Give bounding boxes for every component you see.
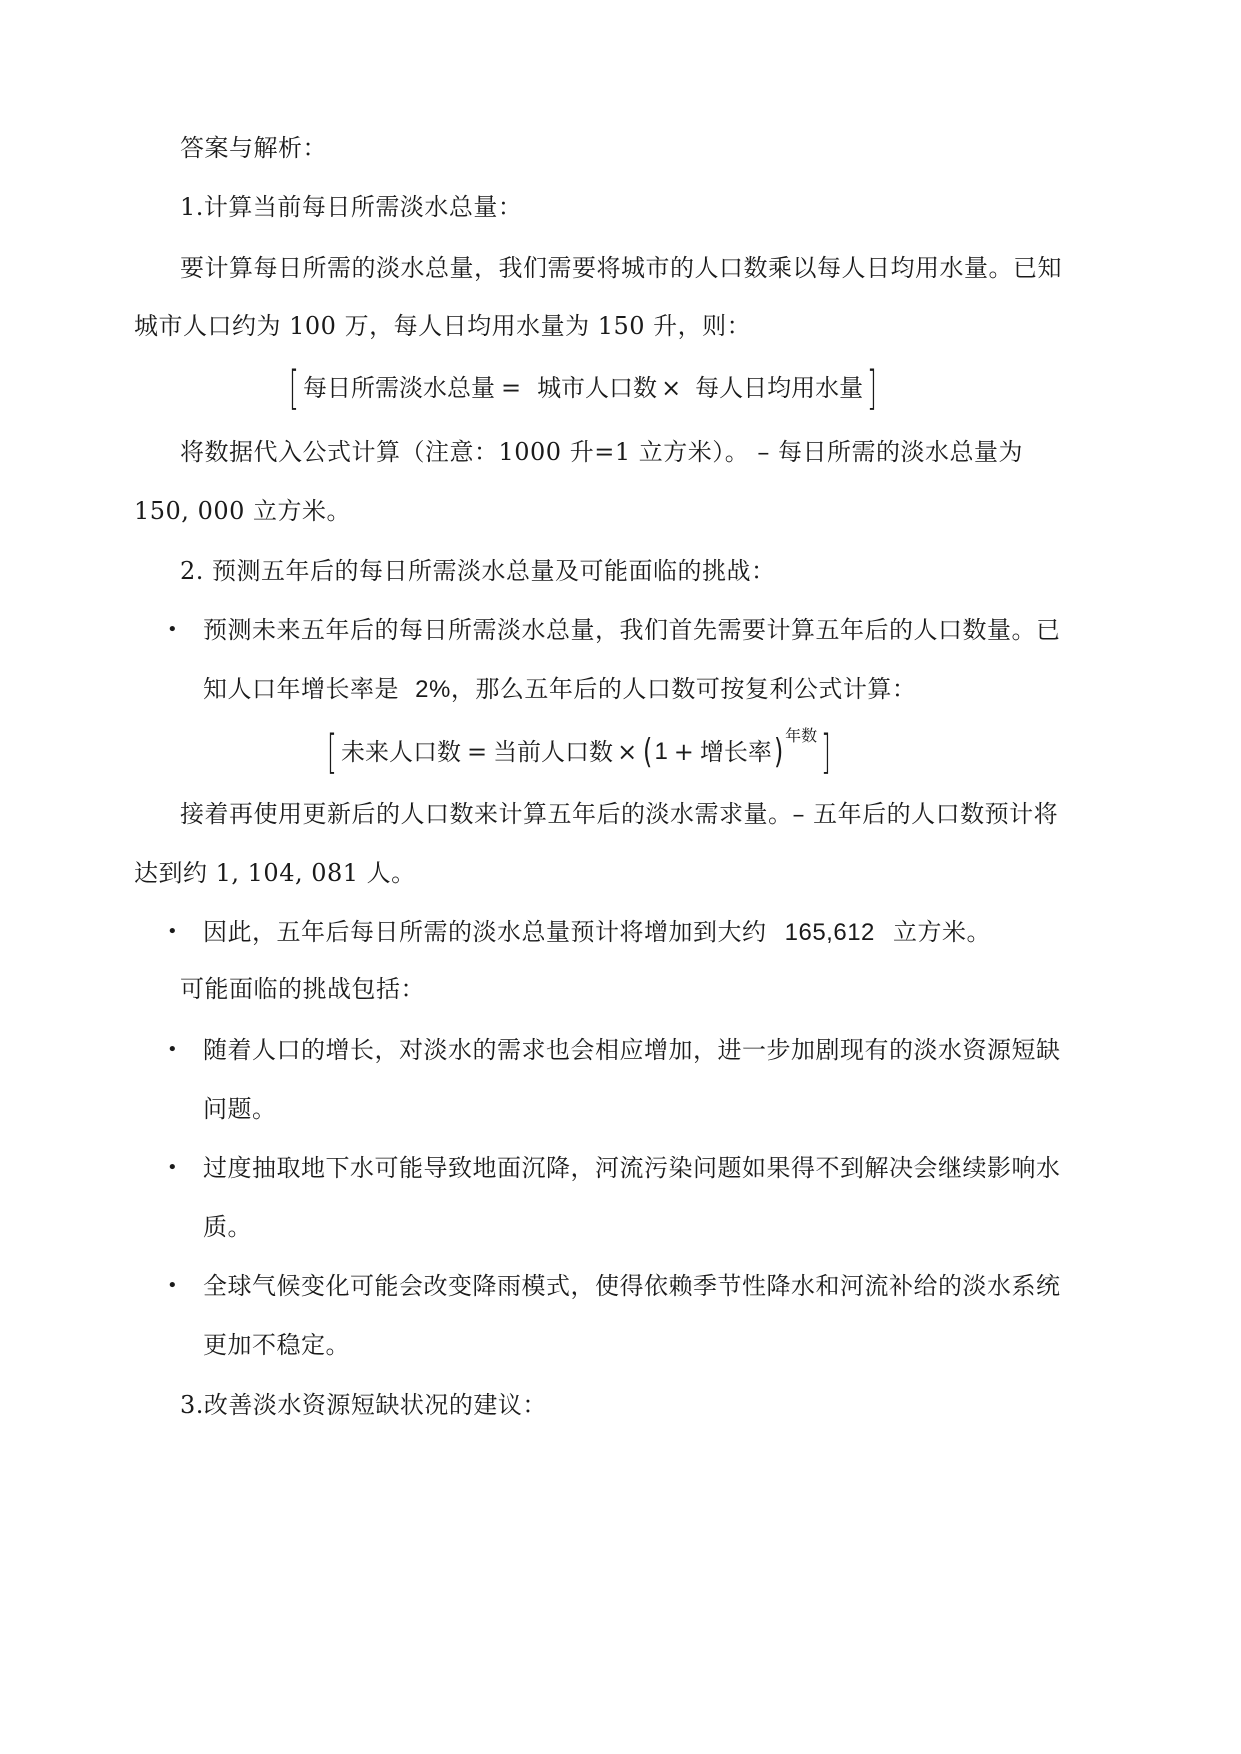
challenge-item-line2: 更加不稳定。	[203, 1331, 350, 1359]
bullet-icon: •	[167, 1275, 178, 1296]
section1-paragraph-line2: 城市人口约为 100 万，每人日均用水量为 150 升，则：	[134, 312, 752, 340]
forecast-prefix: 因此，五年后每日所需的淡水总量预计将增加到大约	[203, 918, 767, 946]
challenges-title: 可能面临的挑战包括：	[180, 975, 425, 1003]
formula-lhs: 未来人口数	[340, 738, 461, 766]
population-formula	[323, 725, 835, 779]
formula-exponent: 年数	[785, 726, 818, 745]
bullet-icon: •	[167, 1157, 178, 1178]
formula-right-paren: )	[773, 732, 784, 772]
section2-next-line2: 达到约 1, 104, 081 人。	[134, 859, 416, 887]
formula-left-bracket: [	[289, 361, 299, 415]
forecast-suffix: 立方米。	[893, 918, 992, 946]
formula-times: ×	[617, 738, 638, 766]
growth-rate-suffix: ，那么五年后的人口数可按复利公式计算：	[450, 675, 917, 703]
formula-term2: 每人日均用水量	[695, 374, 864, 402]
formula-term1: 城市人口数	[537, 374, 658, 402]
formula-plus: +	[673, 738, 694, 766]
section1-paragraph-line1: 要计算每日所需的淡水总量，我们需要将城市的人口数乘以每人日均用水量。已知	[180, 254, 1062, 282]
section2-bullet2	[203, 916, 991, 949]
answer-heading: 答案与解析：	[180, 134, 327, 162]
section1-title: 1.计算当前每日所需淡水总量：	[180, 193, 523, 221]
challenge-item-line1: 随着人口的增长，对淡水的需求也会相应增加，进一步加剧现有的淡水资源短缺	[203, 1036, 1061, 1064]
formula-rate: 增长率	[699, 738, 772, 766]
bullet-icon: •	[167, 921, 178, 942]
formula-left-paren: (	[643, 732, 653, 772]
section2-next-line1: 接着再使用更新后的人口数来计算五年后的淡水需求量。– 五年后的人口数预计将	[180, 800, 1059, 828]
bullet-icon: •	[167, 1039, 178, 1060]
formula-equals: =	[500, 374, 522, 402]
section2-bullet1-line1: 预测未来五年后的每日所需淡水总量，我们首先需要计算五年后的人口数量。已	[203, 616, 1061, 644]
challenge-item-line2: 质。	[203, 1213, 252, 1241]
formula-one: 1	[654, 738, 668, 765]
formula-times: ×	[661, 374, 682, 402]
section1-calc-line2: 150, 000 立方米。	[134, 497, 352, 525]
section2-title: 2. 预测五年后的每日所需淡水总量及可能面临的挑战：	[180, 557, 776, 585]
formula-term1: 当前人口数	[493, 738, 614, 766]
challenge-item-line1: 全球气候变化可能会改变降雨模式，使得依赖季节性降水和河流补给的淡水系统	[203, 1272, 1061, 1300]
challenge-item-line1: 过度抽取地下水可能导致地面沉降，河流污染问题如果得不到解决会继续影响水	[203, 1154, 1061, 1182]
growth-rate-value: 2%	[415, 676, 451, 703]
challenge-item-line2: 问题。	[203, 1095, 277, 1123]
formula-right-bracket: ]	[821, 725, 832, 779]
formula-left-bracket: [	[327, 725, 337, 779]
formula-right-bracket: ]	[867, 361, 878, 415]
section2-bullet1-line2	[203, 673, 916, 706]
formula-equals: =	[466, 738, 488, 766]
formula-lhs: 每日所需淡水总量	[302, 374, 495, 402]
section3-title: 3.改善淡水资源短缺状况的建议：	[180, 1391, 547, 1419]
section1-calc-line1: 将数据代入公式计算（注意：1000 升=1 立方米）。 – 每日所需的淡水总量为	[180, 438, 1023, 466]
growth-rate-prefix: 知人口年增长率是	[203, 675, 399, 703]
daily-water-formula	[285, 361, 881, 415]
forecast-value: 165,612	[784, 919, 875, 946]
bullet-icon: •	[167, 619, 178, 640]
